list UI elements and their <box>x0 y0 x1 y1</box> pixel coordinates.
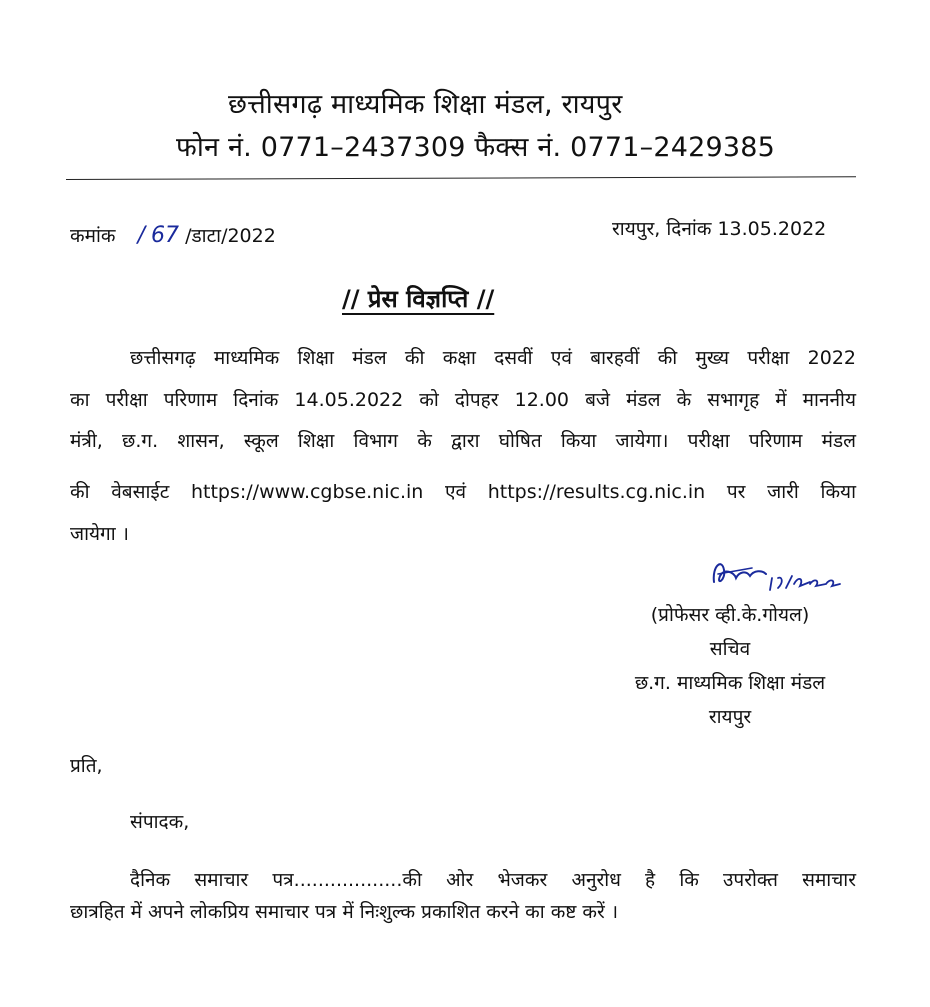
reference-number <box>70 222 276 248</box>
organization-name: छत्तीसगढ़ माध्यमिक शिक्षा मंडल, रायपुर <box>228 89 623 120</box>
body-line-3: मंत्री, छ.ग. शासन, स्कूल शिक्षा विभाग के द्वारा घोषित किया जायेगा। परीक्षा परिणाम मंडल <box>70 430 856 452</box>
signature-graphic <box>706 552 846 598</box>
contact-line: फोन नं. 0771–2437309 फैक्स नं. 0771–2429385 <box>176 132 775 163</box>
request-line-2: छात्रहित में अपने लोकप्रिय समाचार पत्र में निःशुल्क प्रकाशित करने का कष्ट करें । <box>70 901 619 923</box>
header-divider <box>66 176 856 180</box>
body-line-5: जायेगा । <box>70 523 129 545</box>
place-date: रायपुर, दिनांक 13.05.2022 <box>612 218 827 240</box>
request-line-1: दैनिक समाचार पत्र..................की ओर भेजकर अनुरोध है कि उपरोक्त समाचार <box>130 869 856 891</box>
signatory-name: (प्रोफेसर व्ही.के.गोयल) <box>650 604 810 626</box>
signatory-office: छ.ग. माध्यमिक शिक्षा मंडल <box>634 672 826 694</box>
document-title: // प्रेस विज्ञप्ति // <box>342 285 495 313</box>
recipient-to: प्रति, <box>70 755 103 777</box>
reference-number-handwritten: 67 <box>151 223 180 248</box>
handwritten-signature <box>706 552 846 598</box>
signatory-city: रायपुर <box>708 706 752 728</box>
reference-suffix: /डाटा/2022 <box>185 225 276 247</box>
signatory-block <box>600 598 860 734</box>
recipient-addressee: संपादक, <box>130 811 190 833</box>
body-line-1: छत्तीसगढ़ माध्यमिक शिक्षा मंडल की कक्षा दसवीं एवं बारहवीं की मुख्य परीक्षा 2022 <box>130 347 856 369</box>
reference-prefix: कमांक <box>70 225 116 247</box>
signatory-designation: सचिव <box>709 638 751 660</box>
body-line-2: का परीक्षा परिणाम दिनांक 14.05.2022 को दोपहर 12.00 बजे मंडल के सभागृह में माननीय <box>70 389 856 411</box>
ref-slash-left: / <box>137 223 145 248</box>
body-line-4: की वेबसाईट https://www.cgbse.nic.in एवं https://results.cg.nic.in पर जारी किया <box>70 481 856 503</box>
